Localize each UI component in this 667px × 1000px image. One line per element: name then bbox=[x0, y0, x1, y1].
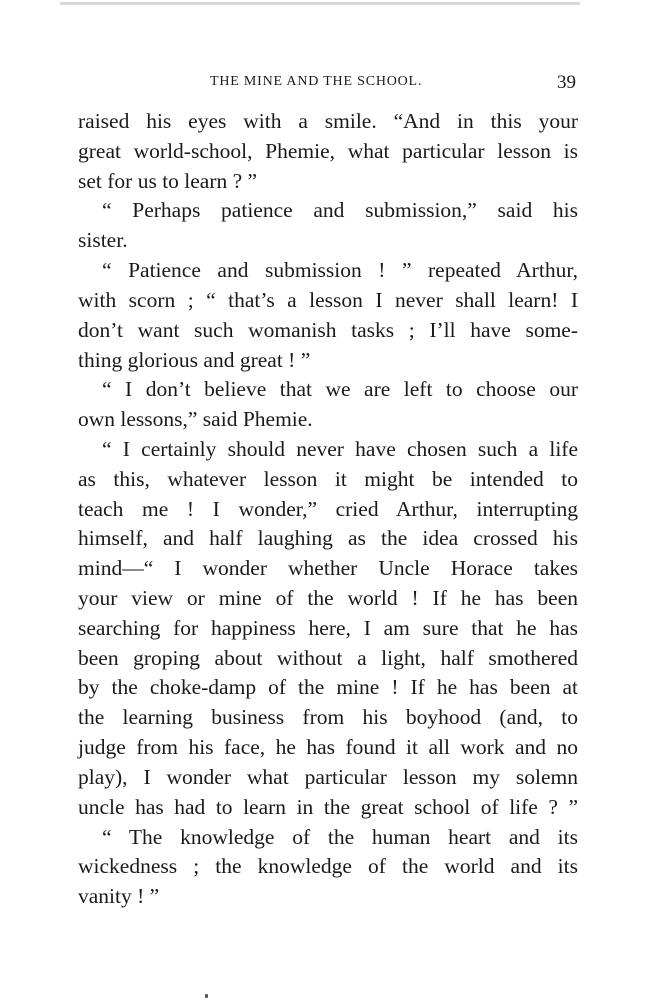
text-line: wickedness ; the knowledge of the world and its bbox=[78, 854, 578, 879]
text-line: “ I don’t believe that we are left to choose our bbox=[102, 377, 578, 402]
text-line: great world-school, Phemie, what particular lesson is bbox=[78, 138, 578, 163]
text-line: play), I wonder what particular lesson my solemn bbox=[78, 764, 578, 789]
text-line: as this, whatever lesson it might be intended to bbox=[78, 466, 578, 491]
text-line: your view or mine of the world ! If he has been bbox=[78, 586, 578, 610]
body-text bbox=[78, 107, 578, 912]
text-line: vanity ! ” bbox=[78, 884, 160, 909]
top-edge-rule bbox=[60, 2, 580, 5]
page-number: 39 bbox=[557, 72, 576, 93]
text-line: uncle has had to learn in the great school of life ? ” bbox=[78, 794, 578, 819]
running-head bbox=[78, 74, 578, 98]
text-line: “ Patience and submission ! ” repeated Arthur, bbox=[102, 258, 578, 283]
text-line: set for us to learn ? ” bbox=[78, 168, 258, 193]
text-line: mind—“ I wonder whether Uncle Horace takes bbox=[78, 556, 578, 581]
text-line: searching for happiness here, I am sure that he has bbox=[78, 615, 578, 640]
text-line: thing glorious and great ! ” bbox=[78, 347, 311, 372]
text-line: with scorn ; “ that’s a lesson I never shall learn! I bbox=[78, 287, 578, 312]
text-line: been groping about without a light, half smothered bbox=[78, 645, 578, 670]
ink-speck bbox=[205, 994, 208, 998]
text-line: “ The knowledge of the human heart and its bbox=[102, 824, 578, 849]
text-line: by the choke-damp of the mine ! If he has been at bbox=[78, 675, 578, 700]
text-line: “ Perhaps patience and submission,” said his bbox=[102, 198, 578, 223]
text-line: judge from his face, he has found it all work and no bbox=[78, 735, 578, 760]
text-line: sister. bbox=[78, 228, 128, 253]
text-line: the learning business from his boyhood (and, to bbox=[78, 705, 578, 730]
text-line: himself, and half laughing as the idea crossed his bbox=[78, 526, 578, 551]
text-line: teach me ! I wonder,” cried Arthur, interrupting bbox=[78, 496, 578, 521]
text-line: raised his eyes with a smile. “And in this your bbox=[78, 109, 578, 133]
text-line: don’t want such womanish tasks ; I’ll have some- bbox=[78, 317, 578, 342]
text-line: “ I certainly should never have chosen such a life bbox=[102, 436, 578, 461]
text-line: own lessons,” said Phemie. bbox=[78, 407, 313, 432]
running-title: THE MINE AND THE SCHOOL. bbox=[210, 74, 423, 89]
